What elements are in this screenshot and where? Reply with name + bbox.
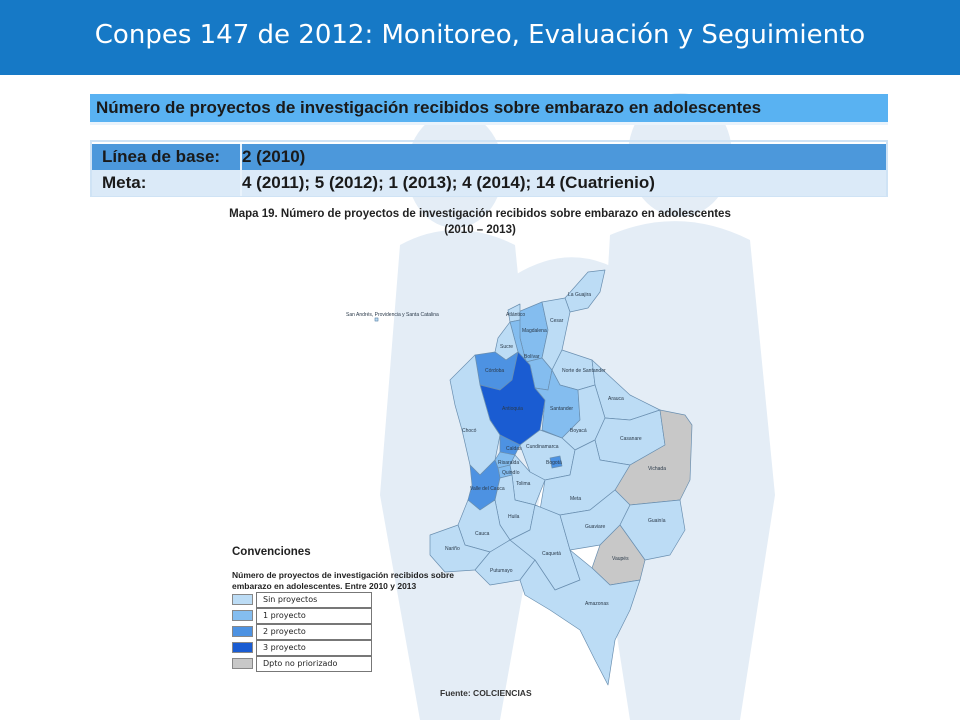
label-boyaca: Boyacá <box>570 428 587 434</box>
label-choco: Chocó <box>462 428 477 434</box>
slide-header <box>0 0 960 75</box>
label-guaviare: Guaviare <box>585 524 606 530</box>
legend-subtitle: Número de proyectos de investigación recibidos sobre embarazo en adolescentes. Entre 2010 y 2013 <box>232 570 455 591</box>
label-norte-de-santander: Norte de Santander <box>562 368 606 374</box>
label-cesar: Cesar <box>550 318 564 324</box>
label-tolima: Tolima <box>516 481 531 487</box>
label-caqueta: Caquetá <box>542 551 561 557</box>
label-santander: Santander <box>550 406 574 412</box>
goal-row <box>92 170 886 196</box>
goal-value: 4 (2011); 5 (2012); 1 (2013); 4 (2014); 14 (Cuatrienio) <box>242 173 655 192</box>
label-meta: Meta <box>570 496 582 502</box>
label-amazonas: Amazonas <box>585 601 609 607</box>
label-risaralda: Risaralda <box>498 460 520 466</box>
label-magdalena: Magdalena <box>522 328 547 334</box>
slide-title: Conpes 147 de 2012: Monitoreo, Evaluación y Seguimiento <box>94 20 866 50</box>
label-quindio: Quindío <box>502 470 520 476</box>
map-caption <box>200 206 760 238</box>
legend-swatch <box>232 626 253 637</box>
label-narino: Nariño <box>445 546 460 552</box>
legend-label: Sin proyectos <box>256 592 372 608</box>
baseline-label: Línea de base: <box>102 147 221 166</box>
label-sucre: Sucre <box>500 344 514 350</box>
indicator-title: Número de proyectos de investigación recibidos sobre embarazo en adolescentes <box>96 98 762 117</box>
label-putumayo: Putumayo <box>490 568 513 574</box>
label-casanare: Casanare <box>620 436 642 442</box>
label-la-guajira: La Guajira <box>568 292 592 298</box>
label-antioquia: Antioquia <box>502 406 523 412</box>
legend-label: 2 proyecto <box>256 624 372 640</box>
goal-label: Meta: <box>102 173 147 192</box>
label-san-andres: San Andrés, Providencia y Santa Catalina <box>346 312 439 318</box>
label-huila: Huila <box>508 514 520 520</box>
label-valle-del-cauca: Valle del Cauca <box>470 486 505 492</box>
indicator-title-bar <box>90 94 888 125</box>
label-arauca: Arauca <box>608 396 624 402</box>
source-note: Fuente: COLCIENCIAS <box>440 688 532 698</box>
label-vichada: Vichada <box>648 466 666 472</box>
legend-label: 3 proyecto <box>256 640 372 656</box>
label-bogota: Bogotá <box>546 460 562 466</box>
label-cauca: Cauca <box>475 531 490 537</box>
region-la-guajira <box>565 270 605 312</box>
legend-swatch <box>232 594 253 605</box>
label-guainia: Guainía <box>648 518 666 524</box>
colombia-map <box>330 260 720 690</box>
legend-label: 1 proyecto <box>256 608 372 624</box>
label-atlantico: Atlántico <box>506 312 526 318</box>
map-caption-title: Mapa 19. Número de proyectos de investigación recibidos sobre embarazo en adolescentes <box>229 208 731 220</box>
indicator-info-table <box>90 140 888 197</box>
legend-swatch <box>232 610 253 621</box>
legend-swatch <box>232 642 253 653</box>
baseline-value: 2 (2010) <box>242 147 306 166</box>
map-caption-period: (2010 – 2013) <box>444 224 516 236</box>
baseline-row <box>92 144 886 170</box>
region-san-andr-s <box>375 318 378 321</box>
label-vaupes: Vaupés <box>612 556 629 562</box>
label-cordoba: Córdoba <box>485 368 505 374</box>
legend-swatch <box>232 658 253 669</box>
legend-label: Dpto no priorizado <box>256 656 372 672</box>
label-bolivar: Bolívar <box>524 354 540 360</box>
legend-heading: Convenciones <box>232 546 311 558</box>
label-cundinamarca: Cundinamarca <box>526 444 559 450</box>
label-caldas: Caldas <box>506 446 522 452</box>
